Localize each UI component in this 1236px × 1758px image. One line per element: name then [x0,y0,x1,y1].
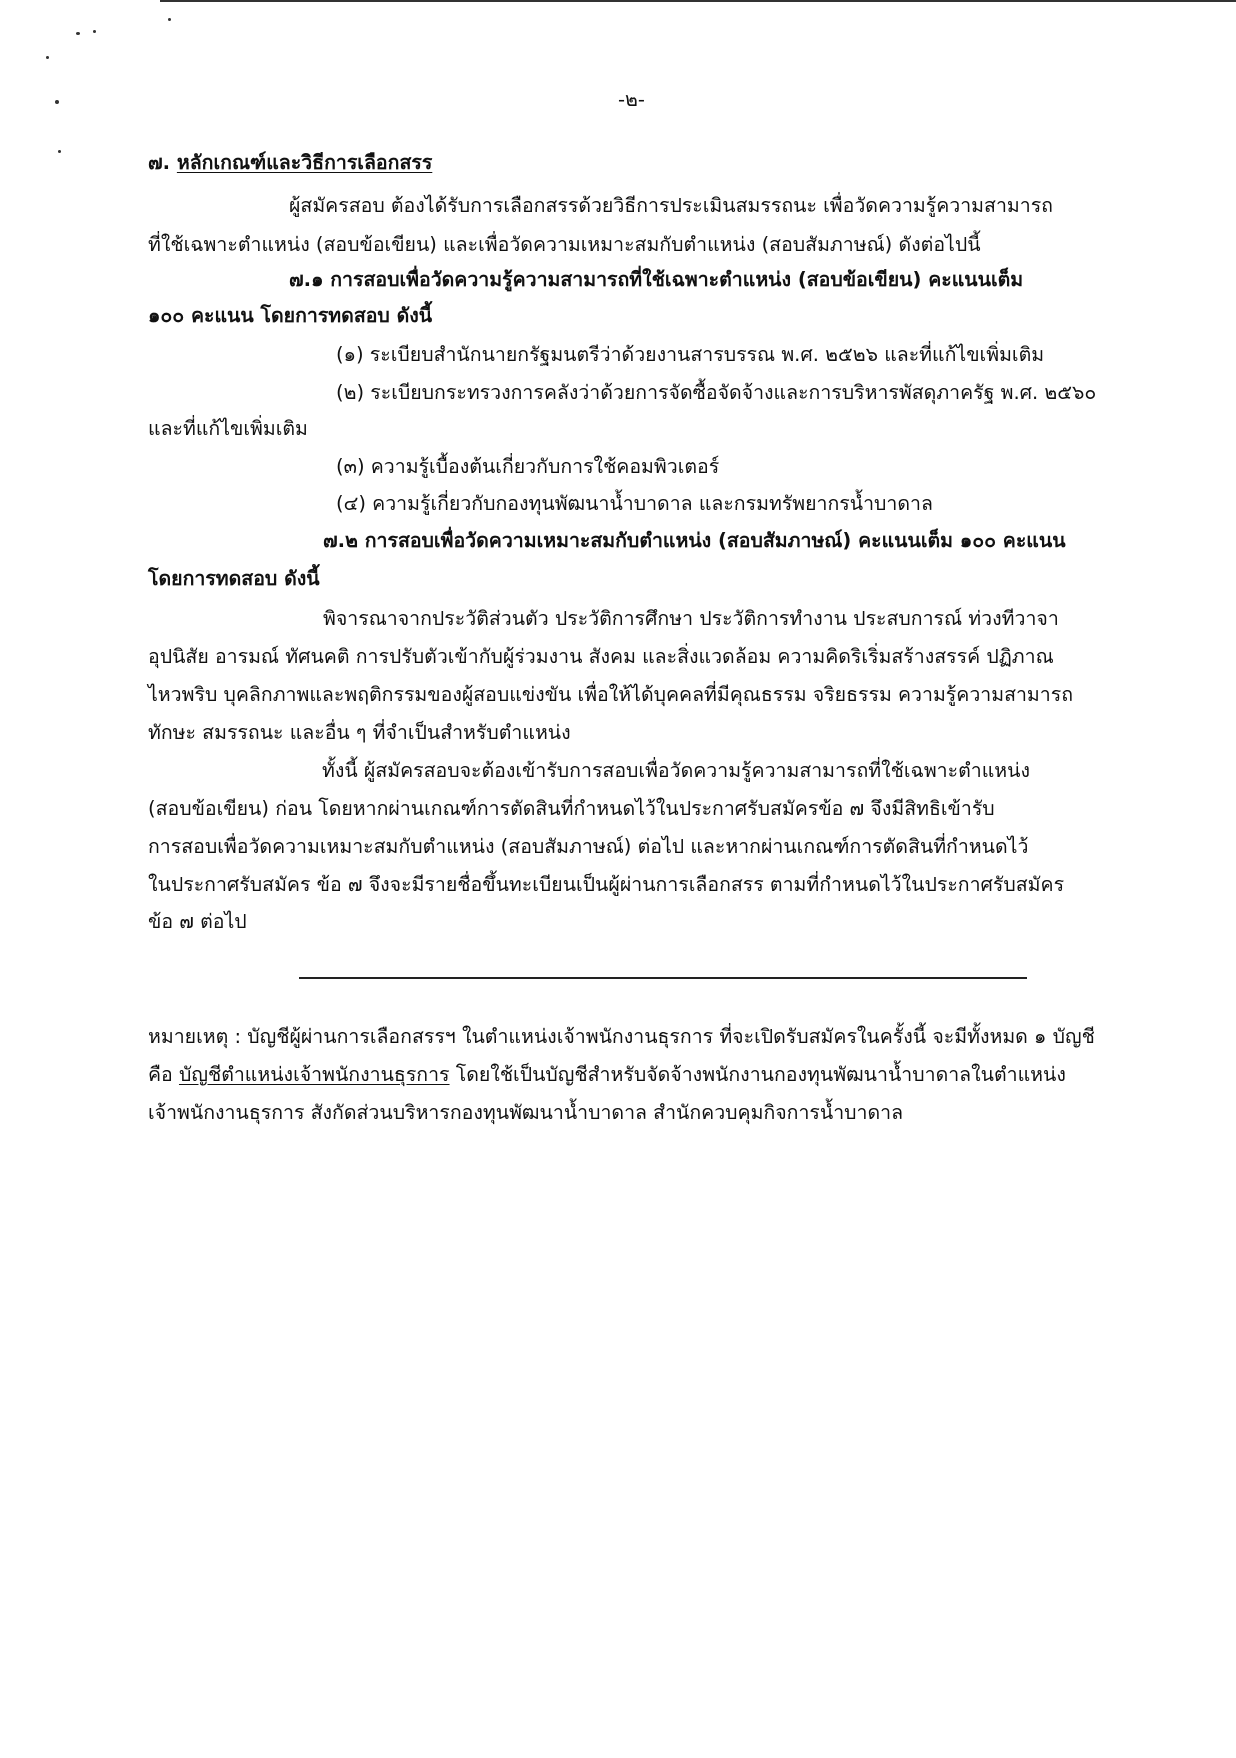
section-7-number: ๗. [148,151,171,174]
intro-line-1: ผู้สมัครสอบ ต้องได้รับการเลือกสรรด้วยวิธีการประเมินสมรรถนะ เพื่อวัดความรู้ความสามารถ [289,194,1053,217]
subsection-7-1-heading-1: ๗.๑ การสอบเพื่อวัดความรู้ความสามารถที่ใช้เฉพาะตำแหน่ง (สอบข้อเขียน) คะแนนเต็ม [289,268,1024,291]
scan-speck [46,56,49,59]
closing-line-5: ข้อ ๗ ต่อไป [148,910,247,933]
list-item-4: (๔) ความรู้เกี่ยวกับกองทุนพัฒนาน้ำบาดาล และกรมทรัพยากรน้ำบาดาล [336,492,933,515]
scan-speck [76,32,80,35]
assessment-line-2: อุปนิสัย อารมณ์ ทัศนคติ การปรับตัวเข้ากับผู้ร่วมงาน สังคม และสิ่งแวดล้อม ความคิดริเริ่มสร้างสรรค์ ปฏิภาณ [148,645,1054,668]
scan-speck [168,18,171,21]
note-line-2 [148,1061,1066,1089]
intro-line-2: ที่ใช้เฉพาะตำแหน่ง (สอบข้อเขียน) และเพื่อวัดความเหมาะสมกับตำแหน่ง (สอบสัมภาษณ์) ดังต่อไปนี้ [148,233,981,256]
subsection-7-2-heading-2: โดยการทดสอบ ดังนี้ [148,567,320,590]
list-item-2: (๒) ระเบียบกระทรวงการคลังว่าด้วยการจัดซื้อจัดจ้างและการบริหารพัสดุภาครัฐ พ.ศ. ๒๕๖๐ [336,381,1097,404]
note-account-name: บัญชีตำแหน่งเจ้าพนักงานธุรการ [178,1063,450,1086]
note-line-3: เจ้าพนักงานธุรการ สังกัดส่วนบริหารกองทุนพัฒนาน้ำบาดาล สำนักควบคุมกิจการน้ำบาดาล [148,1101,904,1124]
closing-line-3: การสอบเพื่อวัดความเหมาะสมกับตำแหน่ง (สอบสัมภาษณ์) ต่อไป และหากผ่านเกณฑ์การตัดสินที่กำหนดไว้ [148,835,1029,858]
closing-line-2: (สอบข้อเขียน) ก่อน โดยหากผ่านเกณฑ์การตัดสินที่กำหนดไว้ในประกาศรับสมัครข้อ ๗ จึงมีสิทธิเข้ารับ [148,797,995,820]
section-7-title [148,149,432,177]
scan-edge-line [160,0,1236,2]
subsection-7-2-heading-1: ๗.๒ การสอบเพื่อวัดความเหมาะสมกับตำแหน่ง (สอบสัมภาษณ์) คะแนนเต็ม ๑๐๐ คะแนน [323,529,1066,552]
assessment-line-3: ไหวพริบ บุคลิกภาพและพฤติกรรมของผู้สอบแข่งขัน เพื่อให้ได้บุคคลที่มีคุณธรรม จริยธรรม ความรู้ความสามารถ [148,683,1074,706]
closing-line-1: ทั้งนี้ ผู้สมัครสอบจะต้องเข้ารับการสอบเพื่อวัดความรู้ความสามารถที่ใช้เฉพาะตำแหน่ง [322,759,1030,782]
scan-speck [58,150,61,153]
note-prefix: คือ [148,1063,179,1086]
list-item-2-cont: และที่แก้ไขเพิ่มเติม [148,417,308,440]
scan-speck [55,100,59,104]
scan-speck [93,30,96,33]
horizontal-divider [299,977,1027,979]
closing-line-4: ในประกาศรับสมัคร ข้อ ๗ จึงจะมีรายชื่อขึ้นทะเบียนเป็นผู้ผ่านการเลือกสรร ตามที่กำหนดไว้ในประกาศรับสมัคร [148,873,1065,896]
page-number: -๒- [618,88,645,111]
note-suffix: โดยใช้เป็นบัญชีสำหรับจัดจ้างพนักงานกองทุนพัฒนาน้ำบาดาลในตำแหน่ง [449,1063,1066,1086]
section-7-title-text: หลักเกณฑ์และวิธีการเลือกสรร [176,151,433,174]
assessment-line-1: พิจารณาจากประวัติส่วนตัว ประวัติการศึกษา ประวัติการทำงาน ประสบการณ์ ท่วงทีวาจา [323,607,1059,630]
assessment-line-4: ทักษะ สมรรถนะ และอื่น ๆ ที่จำเป็นสำหรับตำแหน่ง [148,721,571,744]
list-item-3: (๓) ความรู้เบื้องต้นเกี่ยวกับการใช้คอมพิวเตอร์ [336,455,720,478]
list-item-1: (๑) ระเบียบสำนักนายกรัฐมนตรีว่าด้วยงานสารบรรณ พ.ศ. ๒๕๒๖ และที่แก้ไขเพิ่มเติม [336,343,1045,366]
note-line-1: หมายเหตุ : บัญชีผู้ผ่านการเลือกสรรฯ ในตำแหน่งเจ้าพนักงานธุรการ ที่จะเปิดรับสมัครในครั้งนี้ จะมีทั้งหมด ๑ บัญชี [148,1025,1095,1048]
subsection-7-1-heading-2: ๑๐๐ คะแนน โดยการทดสอบ ดังนี้ [148,304,433,327]
